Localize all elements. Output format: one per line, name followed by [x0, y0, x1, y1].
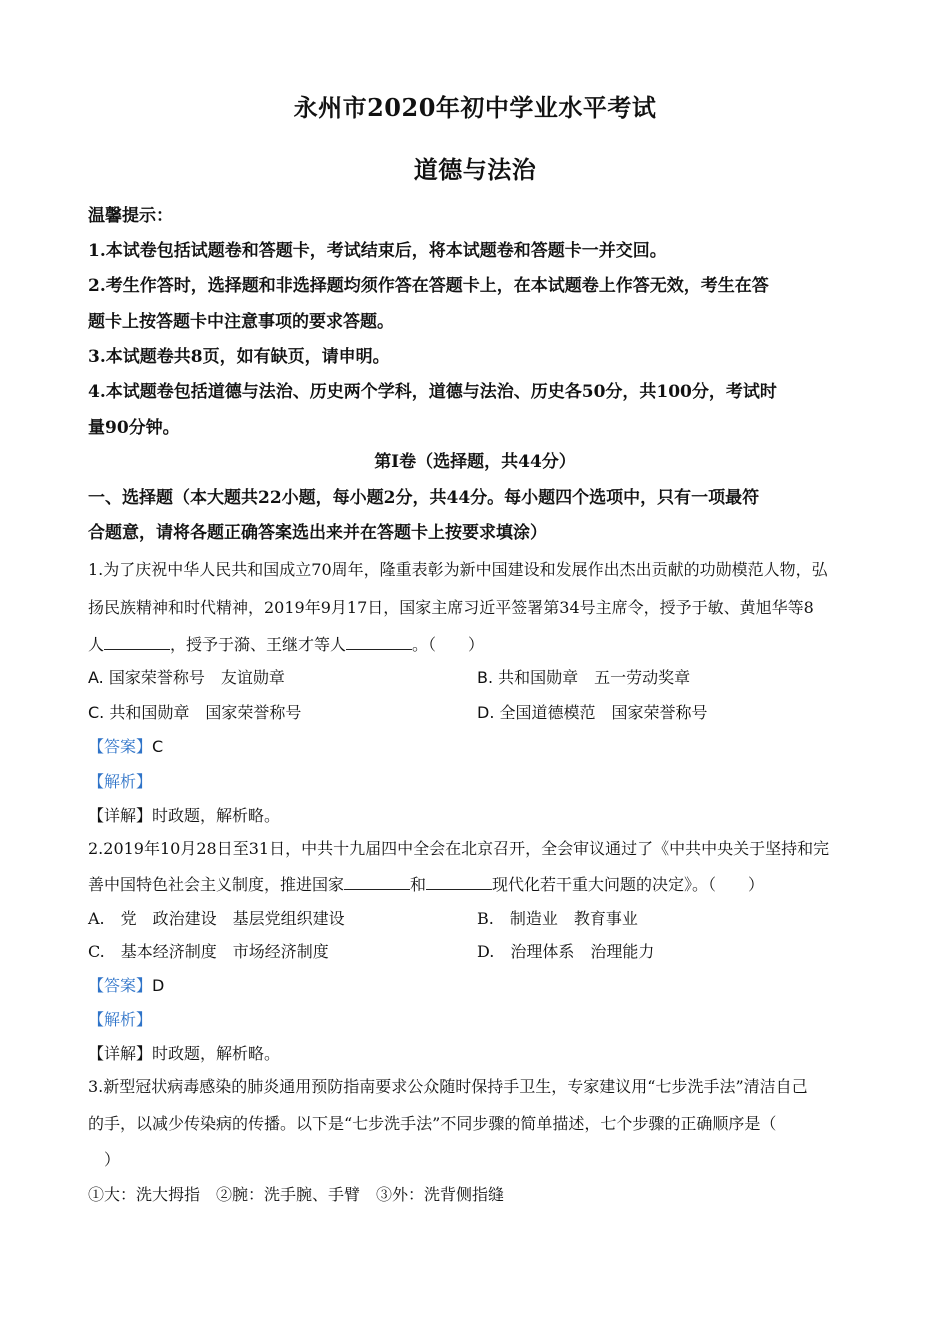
answer-blank	[346, 635, 412, 650]
stem-text: 善中国特色社会主义制度，推进国家	[88, 875, 345, 894]
stem-text: 和	[410, 875, 427, 894]
answer-blank	[426, 875, 492, 890]
question-stem: 的手，以减少传染病的传播。以下是“七步洗手法”不同步骤的简单描述，七个步骤的正确顺序是（	[88, 1114, 777, 1133]
answer-blank	[344, 875, 410, 890]
exam-title: 永州市2020年初中学业水平考试	[293, 93, 657, 122]
question-stem: 扬民族精神和时代精神，2019年9月17日，国家主席习近平签署第34号主席令，授予于敏、黄旭华等8	[88, 598, 814, 617]
answer-value: C	[152, 737, 164, 756]
answer-line	[88, 975, 868, 997]
volume-title: 第Ⅰ卷（选择题，共44分）	[374, 452, 576, 472]
notice-item: 1.本试卷包括试题卷和答题卡，考试结束后，将本试题卷和答题卡一并交回。	[88, 241, 667, 261]
notice-item: 2.考生作答时，选择题和非选择题均须作答在答题卡上，在本试题卷上作答无效，考生在答	[88, 276, 769, 296]
notice-item: 题卡上按答题卡中注意事项的要求答题。	[88, 312, 394, 332]
exam-subject: 道德与法治	[413, 155, 537, 184]
answer-tag: 【答案】	[88, 976, 153, 995]
question-stem: ）	[88, 1150, 121, 1169]
notice-item: 量90分钟。	[88, 418, 180, 438]
question-stem: 1.为了庆祝中华人民共和国成立70周年，隆重表彰为新中国建设和发展作出杰出贡献的功勋模范人物，弘	[88, 560, 828, 579]
part-instruction: 合题意，请将各题正确答案选出来并在答题卡上按要求填涂）	[88, 523, 547, 543]
answer-tag: 【答案】	[88, 737, 153, 756]
option-a: A. 国家荣誉称号 友谊勋章	[88, 668, 285, 687]
analysis-tag: 【解析】	[88, 1010, 153, 1029]
question-stem: 2.2019年10月28日至31日，中共十九届四中全会在北京召开，全会审议通过了《中共中央关于坚持和完	[88, 839, 830, 858]
option-d: D. 治理体系 治理能力	[477, 942, 655, 961]
option-c: C. 共和国勋章 国家荣誉称号	[88, 703, 302, 722]
notice-item: 4.本试题卷包括道德与法治、历史两个学科，道德与法治、历史各50分，共100分，考试时	[88, 382, 777, 402]
notice-item: 3.本试题卷共8页，如有缺页，请申明。	[88, 347, 390, 367]
part-instruction: 一、选择题（本大题共22小题，每小题2分，共44分。每小题四个选项中，只有一项最符	[88, 488, 760, 508]
answer-blank	[104, 635, 170, 650]
stem-text: 。（ ）	[412, 635, 485, 654]
question-stem	[88, 634, 868, 656]
analysis-tag: 【解析】	[88, 772, 153, 791]
detail-line: 【详解】时政题，解析略。	[88, 1044, 281, 1063]
notice-heading: 温馨提示：	[88, 206, 173, 226]
option-a: A. 党 政治建设 基层党组织建设	[88, 909, 345, 928]
question-steps: ①大：洗大拇指 ②腕：洗手腕、手臂 ③外：洗背侧指缝	[88, 1185, 505, 1204]
option-b: B. 制造业 教育事业	[477, 909, 638, 928]
option-b: B. 共和国勋章 五一劳动奖章	[477, 668, 691, 687]
answer-value: D	[152, 976, 165, 995]
stem-text: ，授予于漪、王继才等人	[170, 635, 347, 654]
answer-line	[88, 736, 868, 758]
question-stem: 3.新型冠状病毒感染的肺炎通用预防指南要求公众随时保持手卫生，专家建议用“七步洗手法”清洁自己	[88, 1077, 808, 1096]
detail-line: 【详解】时政题，解析略。	[88, 806, 281, 825]
question-stem	[88, 874, 868, 896]
option-c: C. 基本经济制度 市场经济制度	[88, 942, 329, 961]
option-d: D. 全国道德模范 国家荣誉称号	[477, 703, 708, 722]
stem-text: 现代化若干重大问题的决定》。（ ）	[492, 875, 765, 894]
stem-text: 人	[88, 635, 105, 654]
